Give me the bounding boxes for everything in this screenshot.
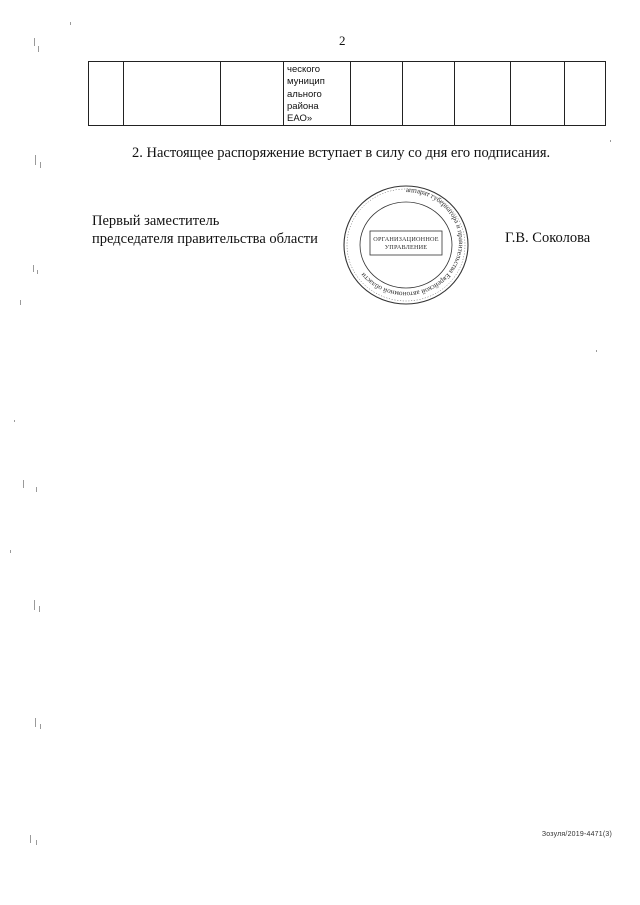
cell-line: ального xyxy=(287,88,322,100)
table-continuation xyxy=(88,61,606,126)
cell-line: ЕАО» xyxy=(287,113,313,125)
page-number: 2 xyxy=(339,33,346,48)
table-cell xyxy=(455,62,511,126)
table-cell-text xyxy=(284,62,351,126)
table-cell xyxy=(124,62,221,126)
stamp-center-text xyxy=(371,236,441,252)
signatory-name: Г.В. Соколова xyxy=(505,230,591,246)
document-footer-code: Зозуля/2019-4471(3) xyxy=(541,831,612,838)
stamp-ring-text: аппарат губернатора и правительства Еврейской автономной области xyxy=(359,185,465,299)
table-cell xyxy=(221,62,284,126)
stamp-center-line-1: ОРГАНИЗАЦИОННОЕ xyxy=(373,236,439,243)
cell-line: ческого xyxy=(287,64,321,75)
signatory-title-line-2: председателя правительства области xyxy=(92,231,318,247)
cell-line: муницип xyxy=(287,76,325,88)
table-cell xyxy=(403,62,455,126)
table-cell xyxy=(351,62,403,126)
table-cell xyxy=(511,62,565,126)
paragraph-effective-date: 2. Настоящее распоряжение вступает в силу со дня его подписания. xyxy=(132,145,551,161)
table-cell xyxy=(89,62,124,126)
signatory-title-line-1: Первый заместитель xyxy=(92,213,220,229)
table-cell xyxy=(565,62,606,126)
cell-line: района xyxy=(287,100,319,112)
signatory-title xyxy=(92,212,318,248)
stamp-center-line-2: УПРАВЛЕНИЕ xyxy=(384,244,428,251)
